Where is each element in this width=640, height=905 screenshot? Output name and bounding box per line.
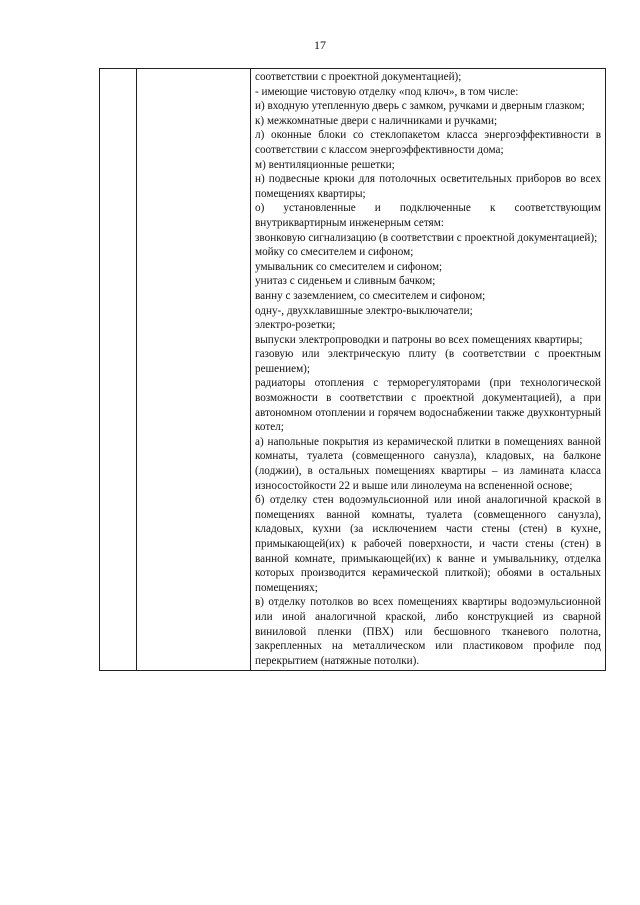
text-line: радиаторы отопления с терморегуляторами (при технологической возможности в соответствии с проектной документацией), а при автономном отоплении и горячем водоснабжении также двухконтурный котел; [255, 377, 601, 434]
text-line: и) входную утепленную дверь с замком, ручками и дверным глазком; [255, 100, 585, 113]
text-line: л) оконные блоки со стеклопакетом класса энергоэффективности в соответствии с классом энергоэффективности дома; [255, 129, 601, 156]
item-cell [137, 69, 251, 671]
text-line: м) вентиляционные решетки; [255, 158, 395, 171]
text-line: звонковую сигнализацию (в соответствии с проектной документацией); [255, 231, 598, 244]
text-line: н) подвесные крюки для потолочных осветительных приборов во всех помещениях квартиры; [255, 173, 601, 200]
text-line: газовую или электрическую плиту (в соответствии с проектным решением); [255, 348, 601, 375]
specification-table [99, 68, 606, 671]
text-line: одну-, двухклавишные электро-выключатели; [255, 304, 473, 317]
text-line: б) отделку стен водоэмульсионной или иной аналогичной краской в помещениях ванной комнаты, туалета (совмещенного санузла), кладовых, кухни (за исключением части стены (стен) в кухне, примыкающей(их) к рабочей поверхности, и части стены (стен) в ванной комнате, примыкающей(их) к ванне и умывальнику, отделка которых производится керамической плиткой); обоями в остальных помещениях; [255, 494, 601, 594]
text-line: к) межкомнатные двери с наличниками и ручками; [255, 114, 498, 127]
text-line: соответствии с проектной документацией); [255, 71, 462, 83]
text-line: мойку со смесителем и сифоном; [255, 246, 414, 259]
text-line: в) отделку потолков во всех помещениях квартиры водоэмульсионной или иной аналогичной краской, либо конструкцией из сварной виниловой пленки (ПВХ) или бесшовного тканевого полотна, закрепленных на металлическом или пластиковом профиле под перекрытием (натяжные потолки). [255, 596, 601, 667]
page-number: 17 [314, 38, 326, 52]
text-line: о) установленные и подключенные к соответствующим внутриквартирным инженерным сетям: [255, 202, 601, 229]
table-row [100, 69, 606, 671]
description-text [251, 69, 605, 670]
text-line: электро-розетки; [255, 319, 336, 332]
number-cell [100, 69, 137, 671]
text-line: а) напольные покрытия из керамической плитки в помещениях ванной комнаты, туалета (совмещенного санузла), кладовых, на балконе (лоджии), в остальных помещениях квартиры – из ламината класса износостойкости 22 и выше или линолеума на вспененной основе; [255, 435, 601, 492]
description-cell [251, 69, 606, 671]
text-line: выпуски электропроводки и патроны во всех помещениях квартиры; [255, 333, 583, 346]
text-line: - имеющие чистовую отделку «под ключ», в том числе: [255, 85, 519, 98]
text-line: унитаз с сиденьем и сливным бачком; [255, 275, 436, 288]
text-line: ванну с заземлением, со смесителем и сифоном; [255, 289, 486, 302]
text-line: умывальник со смесителем и сифоном; [255, 260, 443, 273]
